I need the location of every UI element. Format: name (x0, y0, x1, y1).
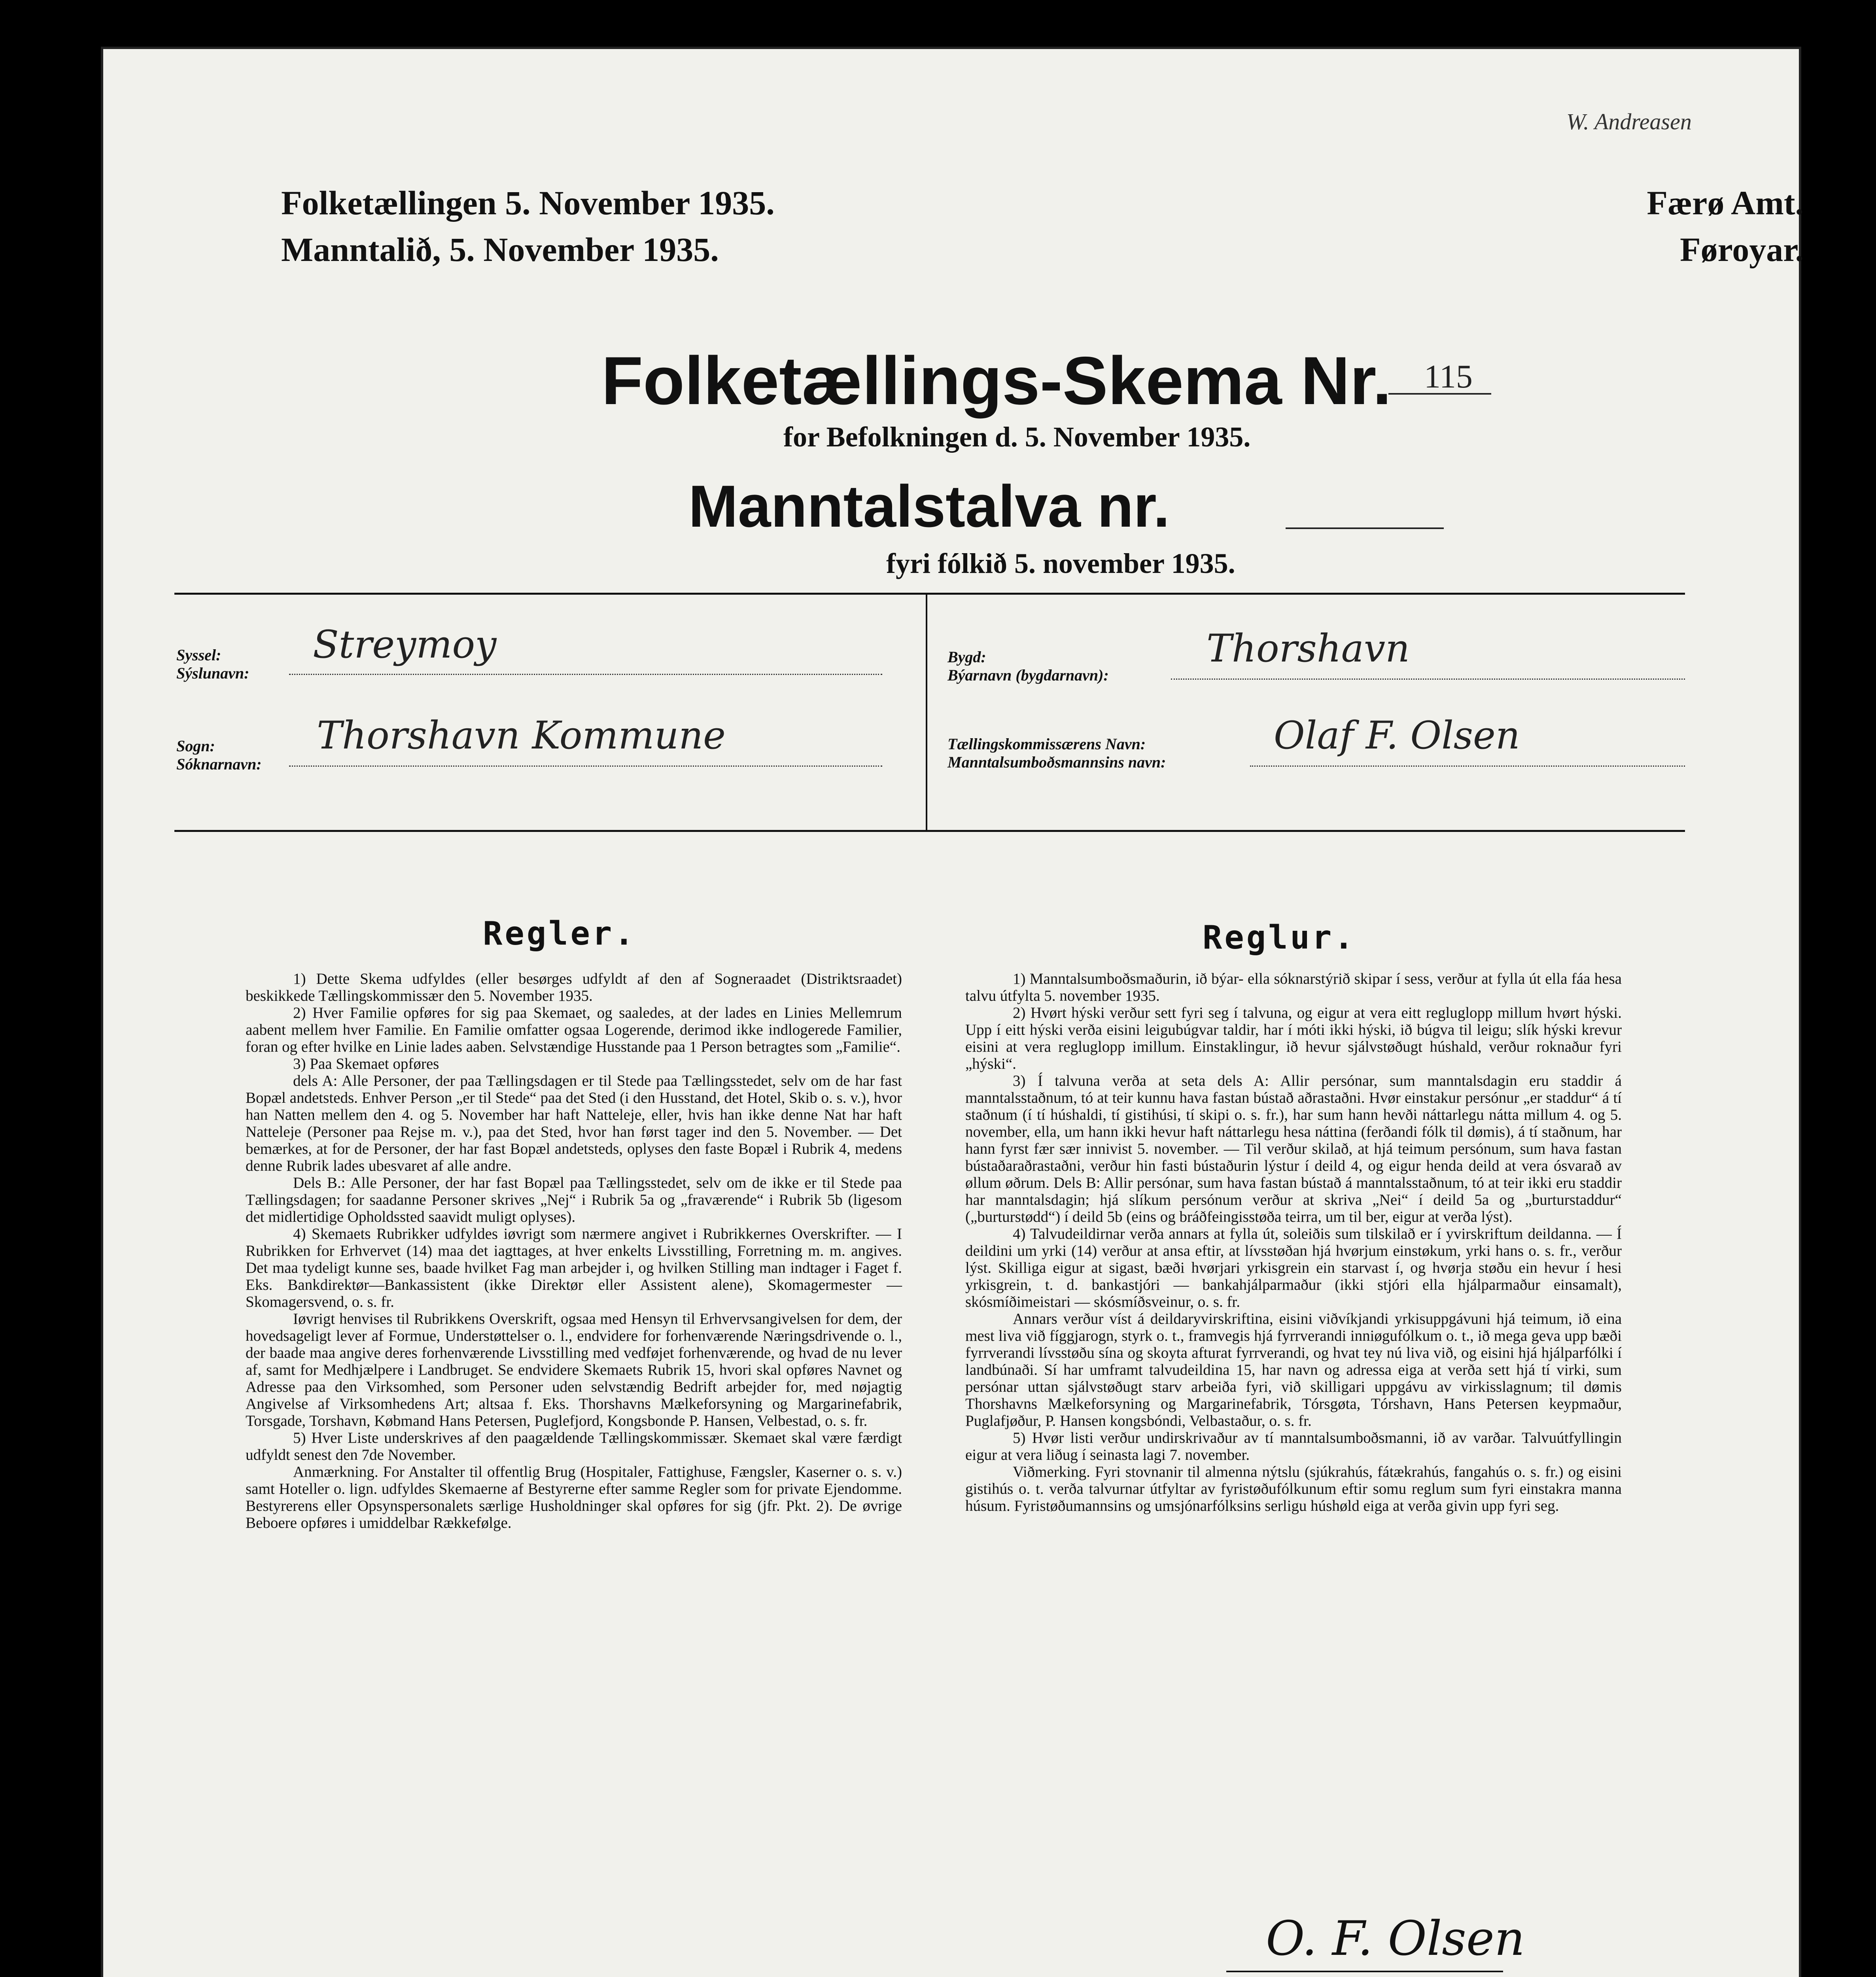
header-left-line1: Folketællingen 5. November 1935. (281, 184, 775, 222)
document-page (101, 47, 1804, 1977)
sogn-underline (289, 765, 882, 767)
corner-handwritten-note: W. Andreasen (1566, 109, 1692, 134)
sogn-label: Sogn: Sóknarnavn: (176, 737, 262, 773)
field-box-bottom-rule (174, 830, 1685, 832)
field-box-divider (926, 593, 927, 830)
regler-paragraph: Anmærkning. For Anstalter til offentlig Brug (Hospitaler, Fattighuse, Fængsler, Kaserner o. s. v.) samt Hoteller o. lign. udfyldes Skemaerne af Bestyrerne efter samme Regler som for private Ejendomme. Bestyrerens eller Opsynspersonalets særlige Husholdninger skal opføres for sig (jfr. Pkt. 2). De øvrige Beboere opføres i umiddelbar Rækkefølge. (246, 1463, 902, 1531)
regler-paragraph: Dels B.: Alle Personer, der har fast Bopæl paa Tællingsstedet, selv om de ikke er til Stede paa Tællingsdagen; for saadanne Personer skrives „Nej“ i Rubrik 5a og „fraværende“ i Rubrik 5b (ligesom det midlertidige Opholdssted saavidt muligt oplyses). (246, 1174, 902, 1225)
sogn-value: Thorshavn Kommune (317, 713, 726, 758)
regler-paragraph: 2) Hver Familie opføres for sig paa Skemaet, og saaledes, at der lades en Linies Mellemrum aabent mellem hver Familie. En Familie omfatter ogsaa Logerende, derimod ikke indlogerede Familier, foran og efter hvilke en Linie lades aaben. Selvstændige Husstande paa 1 Person betragtes som „Familie“. (246, 1004, 902, 1055)
form-subtitle-danish: for Befolkningen d. 5. November 1935. (783, 421, 1251, 453)
signature-line (1226, 1971, 1503, 1972)
regler-paragraph: 3) Paa Skemaet opføres (293, 1055, 439, 1072)
form-number-underline-faroese (1286, 527, 1444, 529)
kommissaer-label: Tællingskommissærens Navn: Manntalsumboðsmannsins navn: (947, 735, 1166, 771)
header-left-line2: Manntalið, 5. November 1935. (281, 231, 719, 268)
header-right (1558, 180, 1804, 273)
reglur-paragraph: 2) Hvørt hýski verður sett fyri seg í talvuna, og eigur at vera eitt regluglopp millum hvørt hýski. Upp í eitt hýski verða eisini leigubúgvar taldir, har í móti ikki hýski, ið búgva til leigu; slík hýski krevur eisini at vera regluglopp imillum. Einstaklingur, ið hevur sjálvstøðugt húshald, verður roknaður fyri „hýski“. (965, 1004, 1622, 1072)
signature: O. F. Olsen (1266, 1911, 1525, 1966)
field-box-top-rule (174, 593, 1685, 595)
regler-paragraph: Iøvrigt henvises til Rubrikkens Overskrift, ogsaa med Hensyn til Erhvervsangivelsen for dem, der hovedsageligt lever af Formue, Understøttelser o. l., endvidere for forhenværende Næringsdrivende o. l., der baade maa angive deres forhenværende Livsstilling med vedføjet forhenværende, og hvad de nu lever af, samt for Medhjælpere i Landbruget. Se endvidere Skemaets Rubrik 15, hvori skal opføres Navnet og Adresse paa den Virksomhed, som Personer uden selvstændig Bedrift arbejder for, med nøjagtig Angivelse af Virksomhedens Art; altsaa f. Eks. Thorshavns Mælkeforsyning og Margarinefabrik, Torsgade, Torshavn, Købmand Hans Petersen, Puglefjord, Kongsbonde P. Hansen, Velbestad, o. s. fr. (246, 1310, 902, 1429)
header-right-line2: Føroyar. (1680, 231, 1804, 268)
form-subtitle-faroese: fyri fólkið 5. november 1935. (886, 548, 1235, 579)
reglur-paragraph: 3) Í talvuna verða at seta dels A: Allir persónar, sum manntalsdagin eru staddir á manntalsstaðnum, tó at teir kunnu hava fastan bústað aðrastaðni. Hvør einstakur persónur „er staddur“ á tí staðnum (í tí húshaldi, tí gistihúsi, tí skipi o. s. fr.), har sum hann hevði náttarlegu nátta millum 4. og 5. november, ella, um hann ikki hevur haft náttarlegu hesa náttina (ferðandi fólk til dømis), á tí staðnum, har hann fyrst fær sær innivist 5. november. — Til verður skilað, at hjá teimum persónum, sum hava fastan bústaðaraðrastaðni, verður hin fasti bústaðurin lýstur í deild 4, og eigur henda deild at vera ósvarað av øllum øðrum. Dels B: Allir persónar, sum hava fastan bústað á manntalsstaðnum, tó at teir ikki eru staddir har manntalsdagin; hjá slíkum persónum verður at skriva „Nei“ í deild 5a og „burturstaddur“ („burturstødd“) í deild 5b (eins og bráðfeingisstøða teirra, um til ber, eigur at verða lýst). (965, 1072, 1622, 1225)
reglur-paragraph: 4) Talvudeildirnar verða annars at fylla út, soleiðis sum tilskilað er í yvirskriftum deildanna. — Í deildini um yrki (14) verður at ansa eftir, at lívsstøðan hjá hvørjum einstøkum, yrki hans o. s. fr., verður lýst. Skilliga eigur at sigast, bæði hvørjari yrkisgrein ein starvast í, og hvørja støðu ein hevur í hesi yrkisgrein, t. d. bankastjóri — bankahjálparmaður (ikki stjóri ella hjálparmaður einsamalt), skósmíðimeistari — skósmíðsveinur, o. s. fr. (965, 1225, 1622, 1310)
syssel-label: Syssel: Sýslunavn: (176, 646, 250, 682)
bygd-underline (1171, 679, 1685, 680)
reglur-heading: Reglur. (1203, 919, 1356, 956)
form-title: Folketællings-Skema Nr. (601, 343, 1392, 419)
syssel-value: Streymoy (313, 622, 497, 667)
regler-paragraph: 5) Hver Liste underskrives af den paagældende Tællingskommissær. Skemaet skal være færdigt udfyldt senest den 7de November. (246, 1429, 902, 1463)
reglur-text (965, 970, 1622, 1514)
regler-paragraph: 4) Skemaets Rubrikker udfyldes iøvrigt som nærmere angivet i Rubrikkernes Overskrifter. — I Rubrikken for Erhvervet (14) maa det iagttages, at hver enkelts Livsstilling, Forretning m. m. angives. Det maa tydeligt kunne ses, baade hvilket Fag man arbejder i, og hvilken Stilling man indtager i Faget f. Eks. Bankdirektør—Bankassistent (ikke Direktør eller Assistent alene), Skomagermester — Skomagersvend, o. s. fr. (246, 1225, 902, 1310)
bygd-label: Bygd: Býarnavn (bygdarnavn): (947, 648, 1109, 684)
syssel-underline (289, 674, 882, 675)
form-number: 115 (1424, 358, 1473, 395)
kommissaer-underline (1250, 765, 1685, 767)
regler-text (246, 970, 902, 1531)
bygd-value: Thorshavn (1207, 626, 1410, 671)
reglur-paragraph: Annars verður víst á deildaryvirskriftina, eisini viðvíkjandi yrkisuppgávuni hjá teimum, ið eina mest liva við fíggjarogn, styrk o. t., framvegis hjá fyrrverandi inniøgufólkum o. t., ið mega geva upp bæði fyrrverandi lívsstøðu sína og skoyta afturat fyrrverandi, og hvat tey nú liva við, og eisini hjá hjálparfólki í landbúnaði. Sí har umframt talvudeildina 15, har navn og adressa eiga at verða sett hjá tí virki, sum persónar uttan sjálvstøðugt starv arbeiða fyri, við skilligari uppgávu av virkisslagnum; til dømis Thorshavns Mælkeforsyning og Margarinefabrik, Tórsgøta, Tórshavn, Hans Petersen keypmaður, Puglafjøður, P. Hansen kongsbóndi, Velbastaður, o. s. fr. (965, 1310, 1622, 1429)
regler-heading: Regler. (483, 915, 636, 953)
reglur-paragraph: 5) Hvør listi verður undirskrivaður av tí manntalsumboðsmanni, ið av varðar. Talvuútfyllingin eigur at vera liðug í seinasta lagi 7. november. (965, 1429, 1622, 1463)
header-right-line1: Færø Amt. (1647, 184, 1804, 222)
kommissaer-value: Olaf F. Olsen (1274, 713, 1520, 758)
regler-paragraph: dels A: Alle Personer, der paa Tællingsdagen er til Stede paa Tællingsstedet, selv om de har fast Bopæl andetsteds. Enhver Person „er til Stede“ paa det Sted (i den Husstand, det Hotel, Skib o. s. v.), hvor han Natten mellem den 4. og 5. November har haft Natteleje, eller, hvis han ikke denne Nat har haft Natteleje (Personer paa Rejse m. v.), paa det Sted, hvor han først tager ind den 5. November. — Det bemærkes, at for de Personer, der har fast Bopæl andetsteds, oplyses den faste Bopæl i Rubrik 4, medens denne Rubrik lades ubesvaret af alle andre. (246, 1072, 902, 1174)
reglur-paragraph: 1) Manntalsumboðsmaðurin, ið býar- ella sóknarstýrið skipar í sess, verður at fylla út ella fáa hesa talvu útfylta 5. november 1935. (965, 970, 1622, 1004)
header-left (281, 180, 953, 273)
form-title-faroese: Manntalstalva nr. (688, 473, 1170, 539)
regler-paragraph: 1) Dette Skema udfyldes (eller besørges udfyldt af den af Sogneraadet (Distriktsraadet) beskikkede Tællingskommissær den 5. November 1935. (246, 970, 902, 1004)
reglur-paragraph: Viðmerking. Fyri stovnanir til almenna nýtslu (sjúkrahús, fátækrahús, fangahús o. s. fr.) og eisini gistihús o. t. verða talvurnar útfyltar av fyristøðufólkunum eftir somu reglum sum fyri einstakra manna húsum. Fyristøðumannsins og umsjónarfólksins serligu húshøld eiga at verða givin upp fyri seg. (965, 1463, 1622, 1514)
